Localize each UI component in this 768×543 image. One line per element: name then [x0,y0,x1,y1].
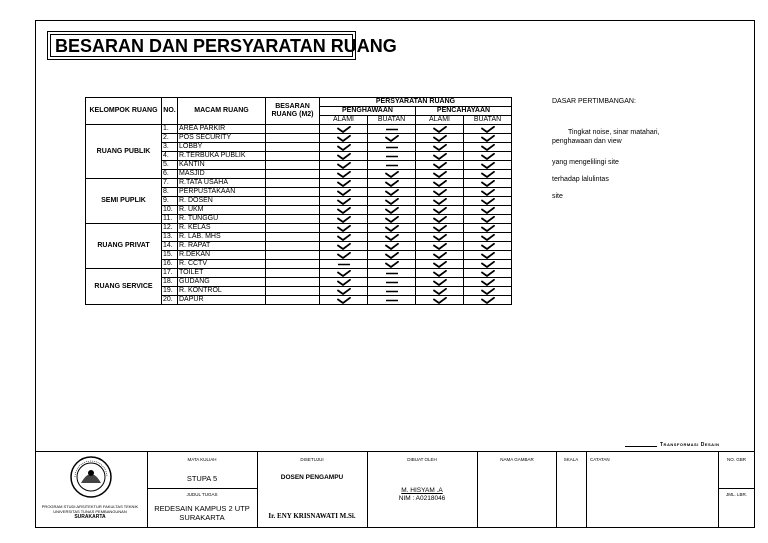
room-size [266,224,320,233]
group-label: RUANG PRIVAT [86,224,162,269]
check-icon [416,215,464,224]
check-icon [368,170,416,179]
check-icon [464,161,512,170]
page-title: BESARAN DAN PERSYARATAN RUANG [50,34,353,57]
check-icon [464,233,512,242]
row-number: 11. [162,215,178,224]
check-icon [416,188,464,197]
check-icon [368,233,416,242]
table-row [86,125,512,134]
header-persyaratan: PERSYARATAN RUANG [320,98,512,107]
dibuat-name: M. HISYAM .A [401,487,443,494]
brand-rule [625,446,657,447]
check-icon [416,278,464,287]
header-no: NO. [162,98,178,125]
row-number: 20. [162,296,178,305]
notes-line: terhadap lalulintas [552,176,609,183]
room-name: R. RAPAT [178,242,266,251]
check-icon [416,251,464,260]
room-size [266,296,320,305]
check-icon [320,296,368,305]
nama-gambar-label: NAMA GAMBAR [500,457,534,462]
room-size [266,287,320,296]
check-icon [320,125,368,134]
room-name: R.DEKAN [178,251,266,260]
header-buatan-penghawaan: BUATAN [368,116,416,125]
row-number: 1. [162,125,178,134]
check-icon [464,170,512,179]
check-icon [464,143,512,152]
check-icon [368,251,416,260]
group-label: RUANG PUBLIK [86,125,162,179]
check-icon [464,287,512,296]
header-besaran: BESARAN RUANG (M2) [266,98,320,125]
university-logo [69,455,113,499]
room-size [266,152,320,161]
room-size [266,251,320,260]
institution-line-2: UNIVERSITAS TUNAS PEMBANGUNAN [53,509,127,514]
check-icon [416,125,464,134]
check-icon [464,224,512,233]
room-size [266,242,320,251]
disetujui-label: DISETUJUI [300,457,324,462]
room-name: MASJID [178,170,266,179]
room-name: AREA PARKIR [178,125,266,134]
tb-divider [556,452,557,528]
room-name: TOILET [178,269,266,278]
tb-divider [586,452,587,528]
check-icon [464,134,512,143]
check-icon [416,152,464,161]
no-gbr-label: NO. GBR [726,457,746,462]
room-name: PERPUSTAKAAN [178,188,266,197]
check-icon [464,260,512,269]
tb-divider [718,452,719,528]
check-icon [464,179,512,188]
row-number: 17. [162,269,178,278]
check-icon [368,134,416,143]
check-icon [368,179,416,188]
check-icon [416,269,464,278]
check-icon [320,188,368,197]
tb-divider [718,488,755,489]
judul-value-2: SURAKARTA [179,513,225,522]
room-name: R. CCTV [178,260,266,269]
group-label: SEMI PUPLIK [86,179,162,224]
room-name: KANTIN [178,161,266,170]
judul-label: JUDUL TUGAS [186,492,218,497]
check-icon [320,224,368,233]
check-icon [464,215,512,224]
check-icon [416,206,464,215]
check-icon [320,152,368,161]
check-icon [464,278,512,287]
row-number: 19. [162,287,178,296]
title-frame [47,31,397,60]
room-name: R.TATA USAHA [178,179,266,188]
disetujui-name: Ir. ENY KRISNAWATI M.Si. [268,512,356,520]
dash-icon [368,269,416,278]
dibuat-label: DIBUAT OLEH [407,457,437,462]
room-name: R. UKM [178,206,266,215]
dash-icon [368,143,416,152]
header-penghawaan: PENGHAWAAN [320,107,416,116]
skala-label: SKALA [563,457,579,462]
check-icon [368,224,416,233]
header-macam-ruang: MACAM RUANG [178,98,266,125]
notes-line: penghawaan dan view [552,138,622,145]
check-icon [320,287,368,296]
row-number: 12. [162,224,178,233]
mata-kuliah-value: STUPA 5 [186,474,218,483]
mata-kuliah-label: MATA KULIAH [187,457,217,462]
notes-heading: DASAR PERTIMBANGAN: [552,98,636,105]
room-size [266,260,320,269]
room-size [266,233,320,242]
check-icon [320,179,368,188]
check-icon [416,161,464,170]
check-icon [320,134,368,143]
room-size [266,161,320,170]
room-name: DAPUR [178,296,266,305]
dash-icon [368,278,416,287]
catatan-label: CATATAN [590,457,610,462]
room-name: R. TUNGGU [178,215,266,224]
check-icon [368,197,416,206]
check-icon [416,233,464,242]
row-number: 3. [162,143,178,152]
check-icon [368,215,416,224]
institution-line-1: PROGRAM STUDI ARSITEKTUR FAKULTAS TEKNIK [41,504,139,509]
row-number: 14. [162,242,178,251]
room-name: GUDANG [178,278,266,287]
dash-icon [368,296,416,305]
dibuat-nim: NIM : A0218046 [398,495,446,502]
check-icon [320,242,368,251]
check-icon [320,233,368,242]
room-name: R. KELAS [178,224,266,233]
check-icon [320,170,368,179]
check-icon [464,251,512,260]
check-icon [416,296,464,305]
check-icon [416,134,464,143]
dash-icon [368,125,416,134]
jml-lbr-label: JML. LBR. [725,492,747,497]
header-buatan-pencahayaan: BUATAN [464,116,512,125]
row-number: 4. [162,152,178,161]
table-row [86,269,512,278]
room-size [266,215,320,224]
check-icon [464,242,512,251]
room-size [266,170,320,179]
check-icon [464,188,512,197]
check-icon [416,242,464,251]
room-size [266,125,320,134]
check-icon [320,269,368,278]
room-name: R. LAB. MHS [178,233,266,242]
check-icon [320,206,368,215]
room-size [266,134,320,143]
room-size [266,197,320,206]
check-icon [464,125,512,134]
row-number: 10. [162,206,178,215]
check-icon [320,197,368,206]
dash-icon [368,287,416,296]
check-icon [416,197,464,206]
check-icon [320,278,368,287]
check-icon [320,143,368,152]
room-name: R. DOSEN [178,197,266,206]
disetujui-role: DOSEN PENGAMPU [280,474,344,481]
considerations-notes [552,97,742,209]
notes-line: Tingkat noise, sinar matahari, [568,129,660,136]
room-size [266,278,320,287]
room-size [266,269,320,278]
check-icon [368,188,416,197]
check-icon [464,269,512,278]
check-icon [416,260,464,269]
check-icon [368,206,416,215]
judul-value-1: REDESAIN KAMPUS 2 UTP [154,504,250,513]
brand-label: Transformasi Desain [660,442,720,448]
check-icon [320,161,368,170]
room-size [266,206,320,215]
check-icon [464,197,512,206]
room-size [266,179,320,188]
header-alami-pencahayaan: ALAMI [416,116,464,125]
row-number: 15. [162,251,178,260]
notes-line: site [552,193,563,200]
row-number: 9. [162,197,178,206]
requirements-table-body [86,125,512,305]
header-pencahayaan: PENCAHAYAAN [416,107,512,116]
room-name: R. KONTROL [178,287,266,296]
header-kelompok: KELOMPOK RUANG [86,98,162,125]
requirements-table [85,97,512,305]
title-block [35,451,755,528]
check-icon [368,242,416,251]
row-number: 2. [162,134,178,143]
tb-divider [147,488,257,489]
room-size [266,188,320,197]
room-name: POS SECURITY [178,134,266,143]
room-name: R.TERBUKA PUBLIK [178,152,266,161]
group-label: RUANG SERVICE [86,269,162,305]
check-icon [464,296,512,305]
check-icon [464,152,512,161]
table-row [86,224,512,233]
check-icon [416,143,464,152]
check-icon [368,260,416,269]
check-icon [416,179,464,188]
notes-line: yang mengelilingi site [552,159,619,166]
dash-icon [368,161,416,170]
check-icon [464,206,512,215]
check-icon [320,251,368,260]
room-name: LOBBY [178,143,266,152]
check-icon [416,224,464,233]
header-alami-penghawaan: ALAMI [320,116,368,125]
row-number: 8. [162,188,178,197]
check-icon [416,170,464,179]
room-size [266,143,320,152]
row-number: 7. [162,179,178,188]
row-number: 18. [162,278,178,287]
tb-divider [477,452,478,528]
row-number: 16. [162,260,178,269]
table-row [86,179,512,188]
dash-icon [368,152,416,161]
check-icon [416,287,464,296]
dash-icon [320,260,368,269]
row-number: 6. [162,170,178,179]
row-number: 5. [162,161,178,170]
institution-line-3: SURAKARTA [74,514,106,520]
row-number: 13. [162,233,178,242]
check-icon [320,215,368,224]
